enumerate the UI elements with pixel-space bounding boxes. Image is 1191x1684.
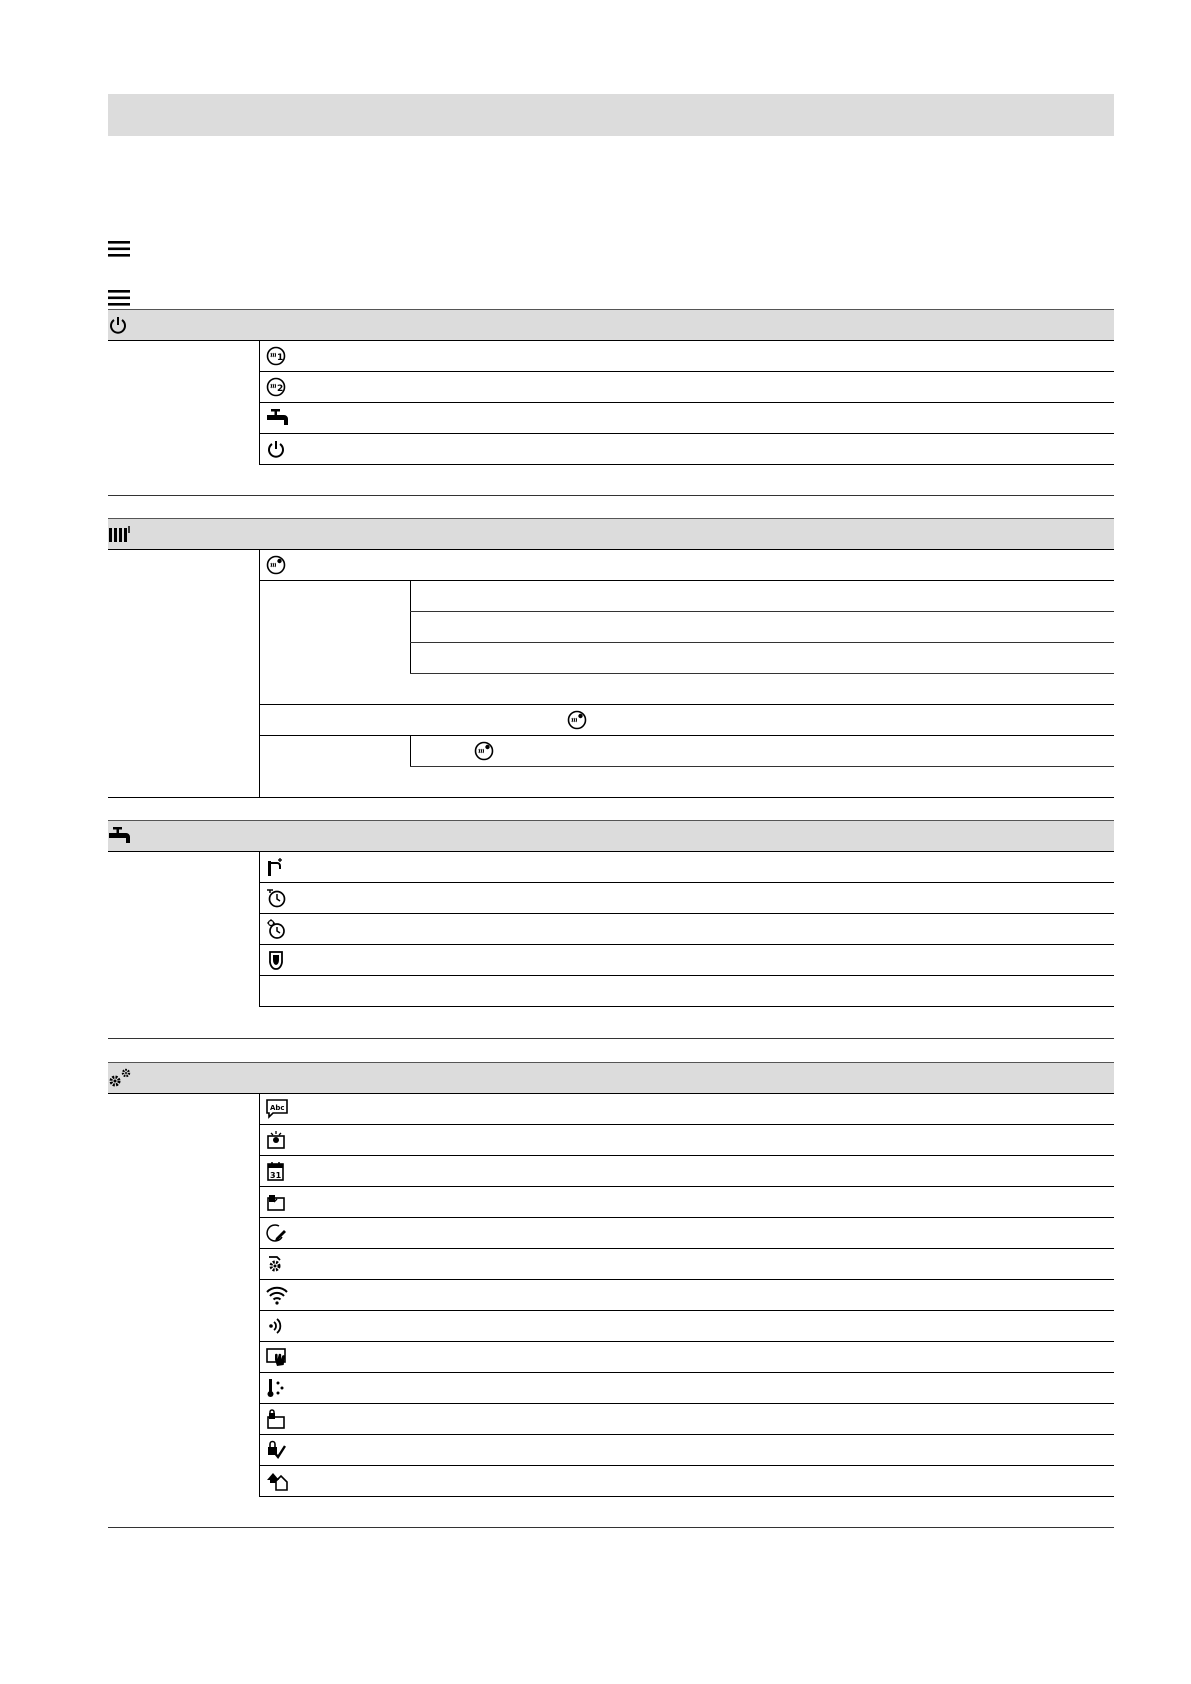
heating-sun-icon <box>474 741 494 761</box>
heating-circuit-2-icon <box>266 377 286 397</box>
language-abc-icon <box>266 1099 288 1119</box>
heating-circuit-1-icon <box>266 346 286 366</box>
heating-sun-icon <box>266 555 286 575</box>
power-icon <box>108 315 128 335</box>
hot-water-tap-icon <box>266 408 290 428</box>
section-header-hot-water <box>108 820 1114 852</box>
page-title-bar <box>108 94 1114 136</box>
wifi-icon <box>266 1285 288 1305</box>
calendar-icon <box>266 1161 286 1181</box>
circulation-timer-icon <box>266 919 286 939</box>
child-lock-icon <box>266 1409 286 1429</box>
section-header-operating-mode <box>108 309 1114 341</box>
power-icon <box>266 439 286 459</box>
shield-icon <box>266 950 286 970</box>
gears-icon <box>108 1068 132 1088</box>
pencil-edit-icon <box>266 1223 286 1243</box>
section-header-settings <box>108 1062 1114 1094</box>
svg-text:2: 2 <box>277 384 284 394</box>
svg-text:1: 1 <box>277 353 284 363</box>
home-reset-icon <box>266 1471 288 1491</box>
heating-sun-icon <box>567 710 587 730</box>
installer-service-icon <box>266 1254 286 1274</box>
hamburger-menu-icon <box>108 240 130 258</box>
radiator-icon <box>108 524 132 544</box>
svg-text:31: 31 <box>270 1171 282 1180</box>
touch-screen-icon <box>266 1347 288 1367</box>
lock-check-icon <box>266 1440 286 1460</box>
hot-water-tap-icon <box>108 826 132 846</box>
svg-text:Abc: Abc <box>270 1104 285 1112</box>
tap-timer-icon <box>266 888 286 908</box>
radio-signal-icon <box>266 1316 286 1336</box>
temperature-adjust-icon <box>266 1378 286 1398</box>
display-timeout-icon <box>266 1192 286 1212</box>
section-header-heating <box>108 518 1114 550</box>
hamburger-menu-icon <box>108 289 130 307</box>
tap-plus-icon <box>266 857 286 877</box>
display-brightness-icon <box>266 1130 286 1150</box>
